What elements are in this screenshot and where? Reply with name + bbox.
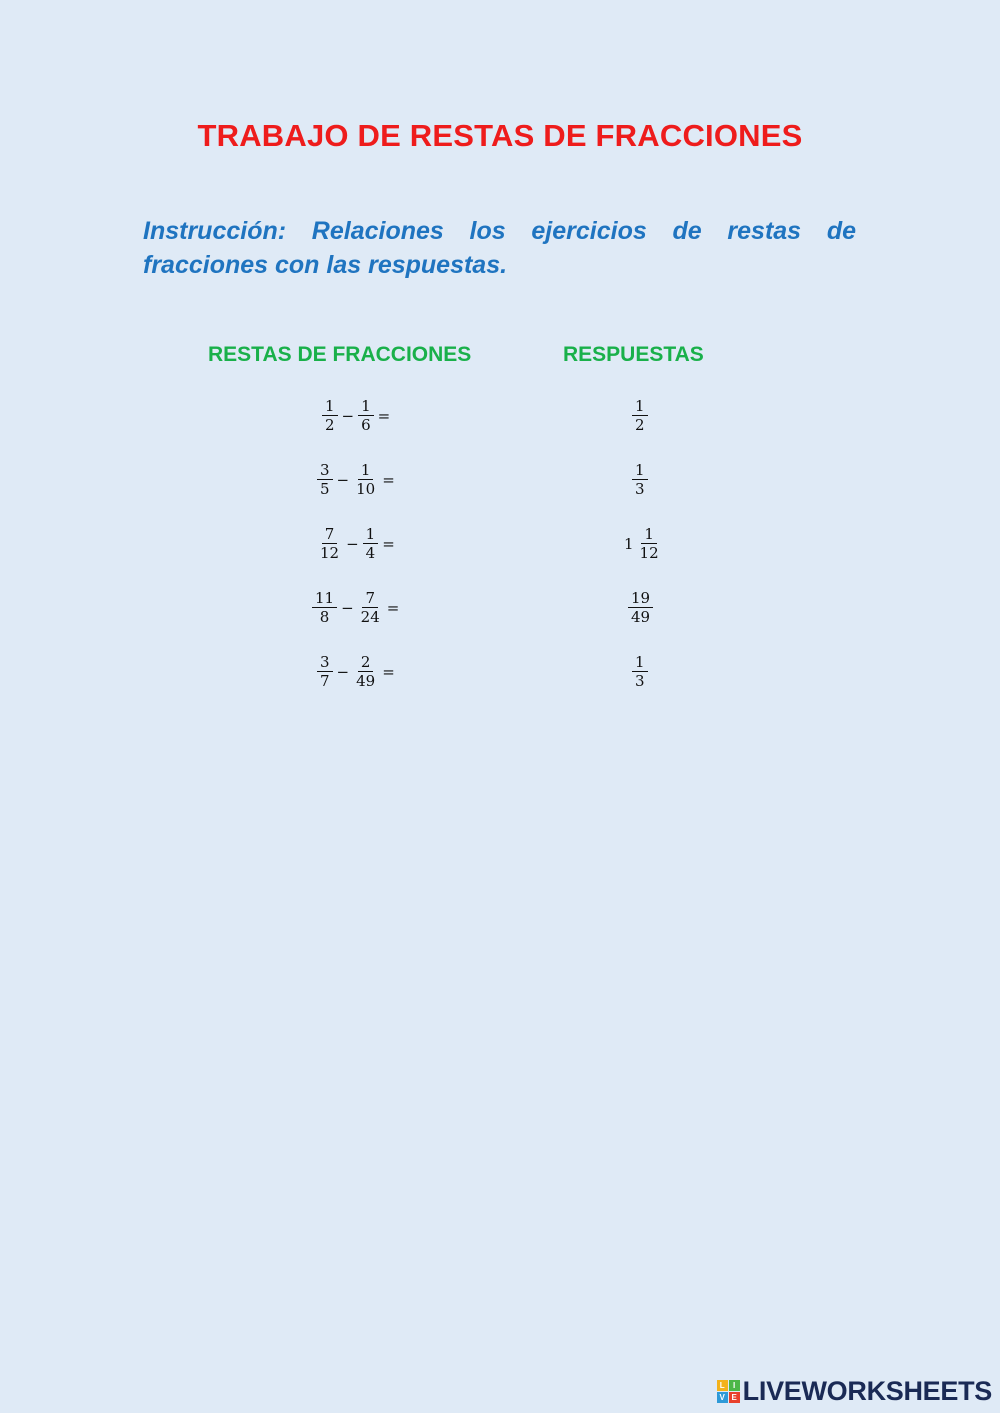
equals-sign: = — [382, 662, 395, 681]
column-header-answers: RESPUESTAS — [563, 343, 704, 366]
fraction: $\frac{1}{4}$ — [363, 525, 379, 562]
exercise-3[interactable] — [315, 525, 397, 562]
page-title: TRABAJO DE RESTAS DE FRACCIONES — [197, 118, 803, 153]
liveworksheets-logo — [717, 1376, 992, 1407]
fraction: $\frac{11}{8}$ — [312, 589, 337, 626]
fraction: $\frac{1}{2}$ — [322, 397, 338, 434]
fraction: $\frac{1}{2}$ — [632, 397, 648, 434]
answer-2[interactable] — [630, 461, 650, 498]
equals-sign: = — [382, 534, 395, 553]
logo-mark-letter: I — [729, 1380, 740, 1391]
equals-sign: = — [377, 406, 391, 425]
minus-sign: − — [341, 406, 355, 425]
exercise-1[interactable] — [320, 397, 392, 434]
logo-mark-letter: L — [717, 1380, 728, 1391]
minus-sign: − — [336, 662, 350, 681]
minus-sign: − — [341, 598, 354, 617]
fraction: $\frac{3}{5}$ — [317, 461, 333, 498]
fraction: $\frac{2}{49}$ — [356, 653, 376, 690]
answer-3[interactable] — [624, 525, 664, 562]
instruction-text: Instrucción: Relaciones los ejercicios de restas de fracciones con las respuestas. — [143, 217, 856, 279]
answer-5[interactable] — [630, 653, 650, 690]
answer-4[interactable] — [626, 589, 655, 626]
exercise-2[interactable] — [315, 461, 397, 498]
fraction: $\frac{1}{10}$ — [356, 461, 376, 498]
fraction: $\frac{7}{24}$ — [360, 589, 380, 626]
fraction: $\frac{1}{12}$ — [639, 525, 659, 562]
fraction: $\frac{3}{7}$ — [317, 653, 333, 690]
exercise-4[interactable] — [310, 589, 401, 626]
logo-text: LIVEWORKSHEETS — [742, 1376, 992, 1406]
fraction: $\frac{7}{12}$ — [320, 525, 340, 562]
minus-sign: − — [336, 470, 350, 489]
column-header-exercises: RESTAS DE FRACCIONES — [208, 343, 472, 366]
whole-number: 1 — [624, 534, 634, 553]
exercise-5[interactable] — [315, 653, 397, 690]
logo-mark-letter: V — [717, 1392, 728, 1403]
liveworksheets-mark-icon — [717, 1380, 740, 1403]
fraction: $\frac{1}{6}$ — [358, 397, 374, 434]
minus-sign: − — [346, 534, 359, 553]
logo-mark-letter: E — [729, 1392, 740, 1403]
equals-sign: = — [382, 470, 395, 489]
fraction: $\frac{19}{49}$ — [628, 589, 653, 626]
fraction: $\frac{1}{3}$ — [632, 653, 648, 690]
equals-sign: = — [386, 598, 400, 617]
fraction: $\frac{1}{3}$ — [632, 461, 648, 498]
answer-1[interactable] — [630, 397, 650, 434]
